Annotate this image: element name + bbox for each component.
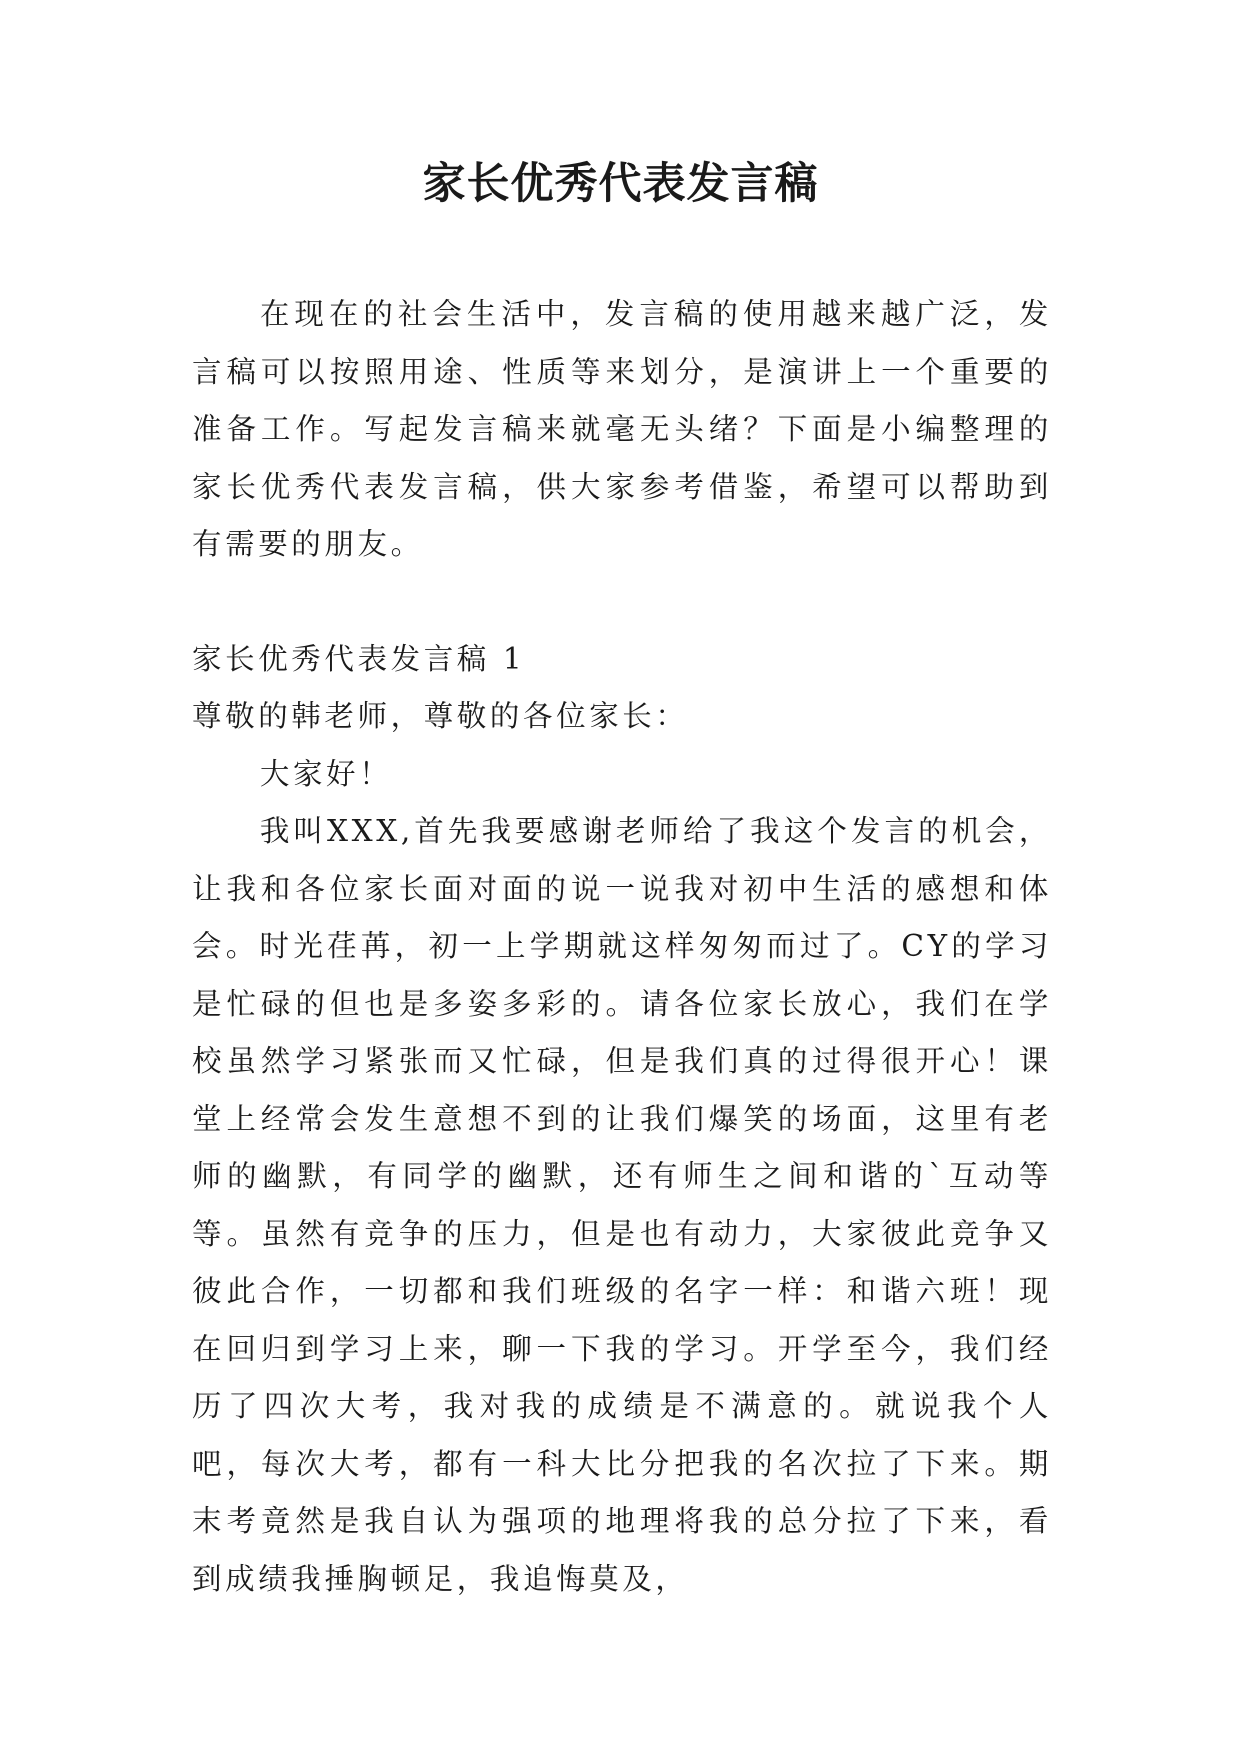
salutation: 尊敬的韩老师，尊敬的各位家长：: [192, 699, 689, 733]
intro-paragraph: 在现在的社会生活中，发言稿的使用越来越广泛，发言稿可以按照用途、性质等来划分，是演讲上一个重要的准备工作。写起发言稿来就毫无头绪？下面是小编整理的家长优秀代表发言稿，供大家参考借鉴，希望可以帮助到有需要的朋友。: [192, 297, 1052, 561]
greeting: 大家好！: [259, 756, 393, 791]
document-body: [192, 286, 1052, 1608]
document-title: 家长优秀代表发言稿: [422, 159, 819, 209]
body-paragraph: 我叫XXX,首先我要感谢老师给了我这个发言的机会，让我和各位家长面对面的说一说我对初中生活的感想和体会。时光荏苒，初一上学期就这样匆匆而过了。CY的学习是忙碌的但也是多姿多彩的。请各位家长放心，我们在学校虽然学习紧张而又忙碌，但是我们真的过得很开心！课堂上经常会发生意想不到的让我们爆笑的场面，这里有老师的幽默，有同学的幽默，还有师生之间和谐的`互动等等。虽然有竞争的压力，但是也有动力，大家彼此竞争又彼此合作，一切都和我们班级的名字一样：和谐六班！现在回归到学习上来，聊一下我的学习。开学至今，我们经历了四次大考，我对我的成绩是不满意的。就说我个人吧，每次大考，都有一科大比分把我的名次拉了下来。期末考竟然是我自认为强项的地理将我的总分拉了下来，看到成绩我捶胸顿足，我追悔莫及，: [192, 814, 1052, 1596]
section-title: 家长优秀代表发言稿 1: [192, 641, 526, 676]
